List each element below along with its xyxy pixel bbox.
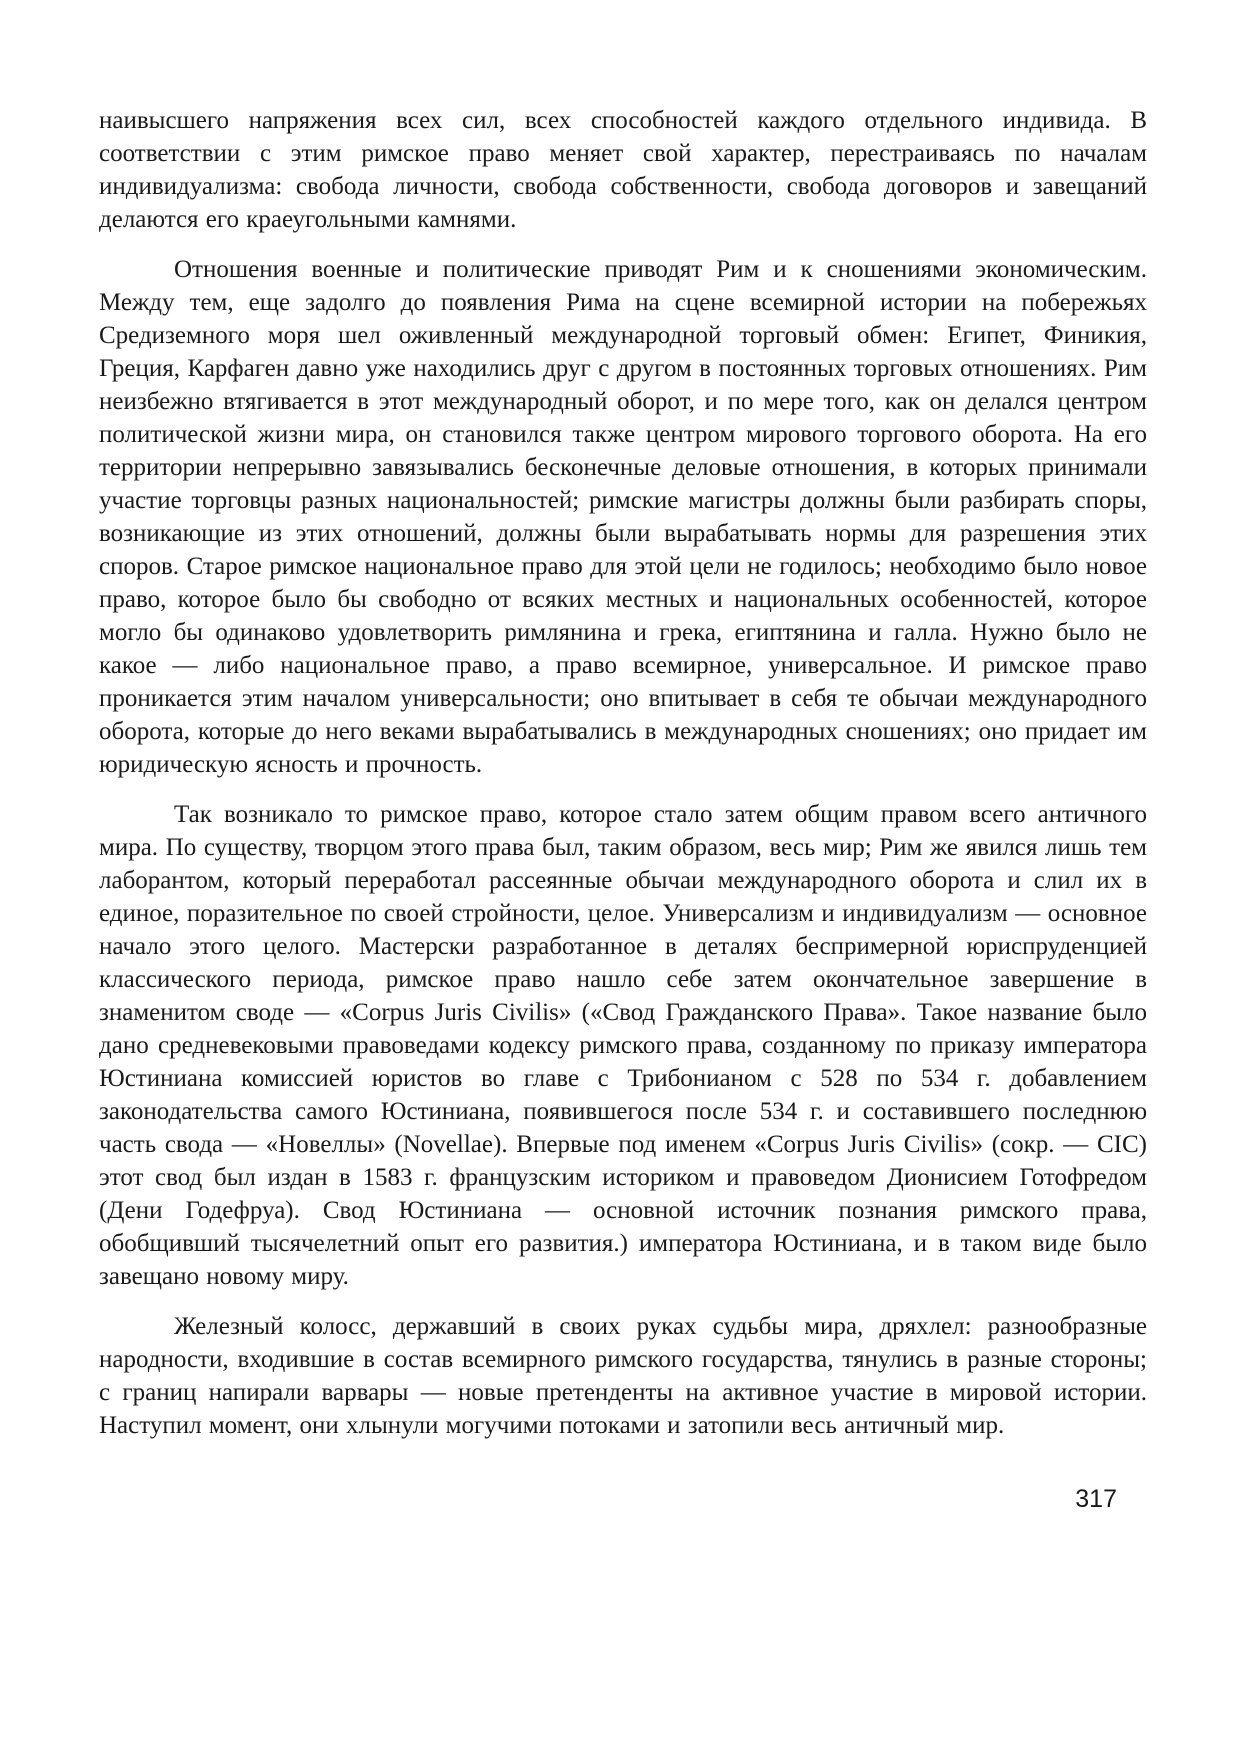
body-paragraph: Железный колосс, державший в своих руках судьбы мира, дряхлел: разнообразные народности, входившие в состав всемирного римского государства, тянулись в разные стороны; с границ напирали варвары — новые претенденты на активное участие в мировой истории. Наступил момент, они хлынули могучими потоками и затопили весь античный мир. [99, 1313, 1147, 1439]
body-paragraph: Так возникало то римское право, которое стало затем общим правом всего античного мира. По существу, творцом этого права был, таким образом, весь мир; Рим же явился лишь тем лаборантом, который переработал рассеянные обычаи международного оборота и слил их в единое, поразительное по своей стройности, целое. Универсализм и индивидуализм — основное начало этого целого. Мастерски разработанное в деталях беспримерной юриспруденцией классического периода, римское право нашло себе затем окончательное завершение в знаменитом своде — «Corpus Juris Civilis» («Свод Гражданского Права». Такое название было дано средневековыми правоведами кодексу римского права, созданному по приказу императора Юстиниана комиссией юристов во главе с Трибонианом с 528 по 534 г. добавлением законодательства самого Юстиниана, появившегося после 534 г. и составившего последнюю часть свода — «Новеллы» (Novellae). Впервые под именем «Corpus Juris Civilis» (сокр. — CIC) этот свод был издан в 1583 г. французским историком и правоведом Дионисием Готофредом (Дени Годефруа). Свод Юстиниана — основной источник познания римского права, обобщивший тысячелетний опыт его развития.) императора Юстиниана, и в таком виде было завещано новому миру. [99, 801, 1147, 1290]
page-number: 317 [1075, 1485, 1117, 1513]
body-paragraph: наивысшего напряжения всех сил, всех способностей каждого отдельного индивида. В соответствии с этим римское право меняет свой характер, перестраиваясь по началам индивидуализма: свобода личности, свобода собственности, свобода договоров и завещаний делаются его краеугольными камнями. [99, 107, 1147, 233]
body-paragraph: Отношения военные и политические приводят Рим и к сношениями экономическим. Между тем, еще задолго до появления Рима на сцене всемирной истории на побережьях Средиземного моря шел оживленный международной торговый обмен: Египет, Финикия, Греция, Карфаген давно уже находились друг с другом в постоянных торговых отношениях. Рим неизбежно втягивается в этот международный оборот, и по мере того, как он делался центром политической жизни мира, он становился также центром мирового торгового оборота. На его территории непрерывно завязывались бесконечные деловые отношения, в которых принимали участие торговцы разных национальностей; римские магистры должны были разбирать споры, возникающие из этих отношений, должны были вырабатывать нормы для разрешения этих споров. Старое римское национальное право для этой цели не годилось; необходимо было новое право, которое было бы свободно от всяких местных и национальных особенностей, которое могло бы одинаково удовлетворить римлянина и грека, египтянина и галла. Нужно было не какое — либо национальное право, а право всемирное, универсальное. И римское право проникается этим началом универсальности; оно впитывает в себя те обычаи международного оборота, которые до него веками вырабатывались в международных сношениях; оно придает им юридическую ясность и прочность. [99, 256, 1147, 778]
